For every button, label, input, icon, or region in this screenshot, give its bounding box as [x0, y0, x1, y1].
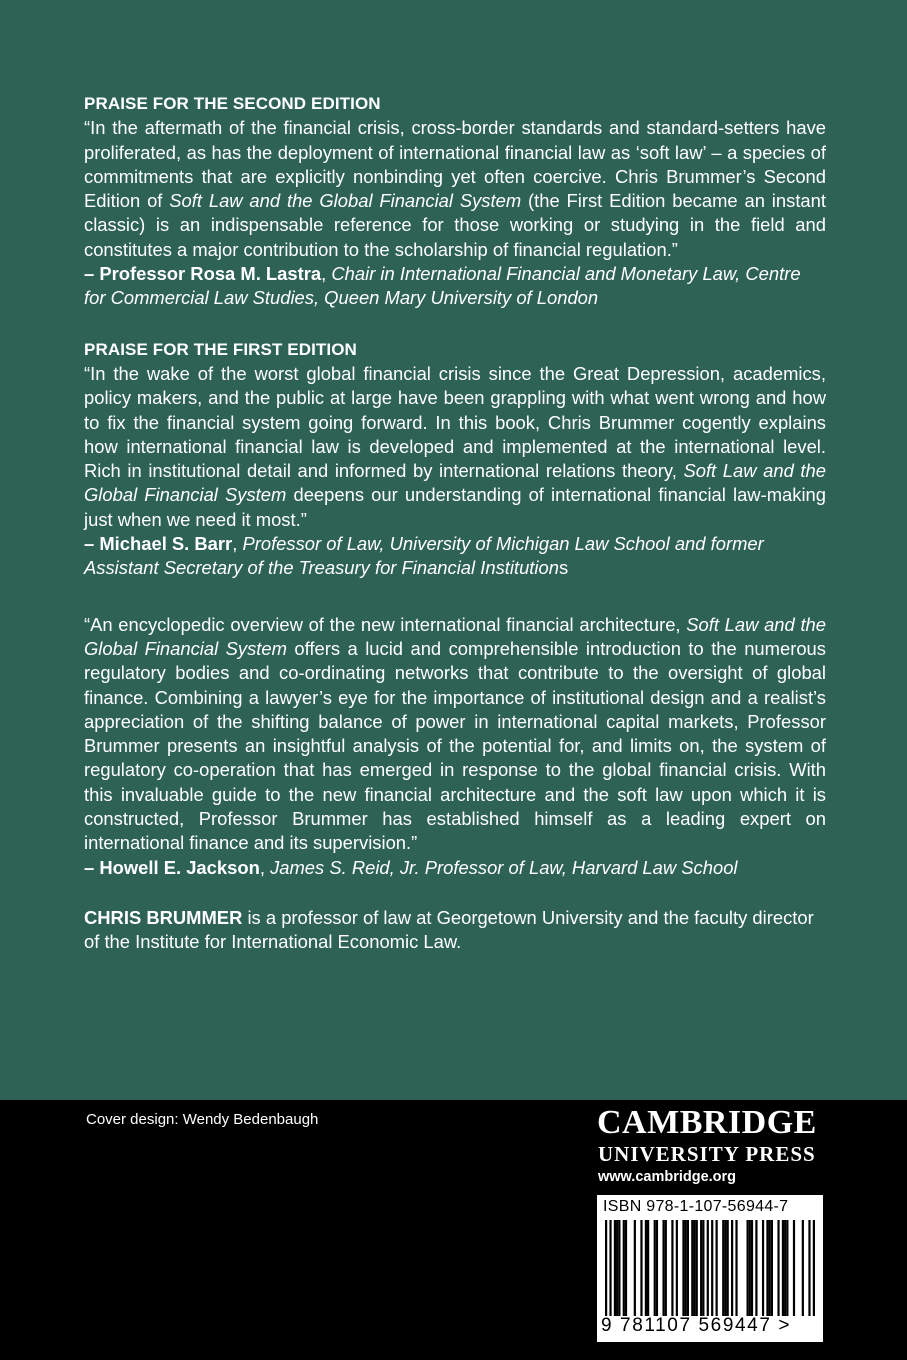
barcode-bar — [618, 1220, 620, 1316]
barcode-bar — [755, 1220, 757, 1316]
barcode-bar — [786, 1220, 788, 1316]
barcode-bar — [696, 1220, 698, 1316]
barcode-bar — [685, 1220, 687, 1316]
heading-first-edition: PRAISE FOR THE FIRST EDITION — [84, 339, 357, 359]
barcode-bar — [634, 1220, 636, 1316]
author-bio: CHRIS BRUMMER is a professor of law at Georgetown University and the faculty director of the Institute for International Economic Law. — [84, 906, 814, 953]
barcode-bar — [623, 1220, 625, 1316]
author-name: Michael S. Barr — [99, 533, 233, 555]
barcode-bar — [665, 1220, 667, 1316]
isbn-label: ISBN 978-1-107-56944-7 — [603, 1198, 789, 1215]
barcode-bar — [722, 1220, 724, 1316]
barcode-bar — [645, 1220, 647, 1316]
barcode-bar — [802, 1220, 804, 1316]
barcode-bar — [727, 1220, 729, 1316]
barcode-bar — [656, 1220, 658, 1316]
barcode-bar — [640, 1220, 642, 1316]
quote-barr: “In the wake of the worst global financial crisis since the Great Depression, academics, policy makers, and the public at large have been grappling with what went wrong and how to fix the financial system going forward. In this book, Chris Brummer cogently explains how international financial law is developed and implemented at the international level. Rich in institutional detail and informed by international relations theory, Soft Law and the Global Financial System deepens our understanding of international financial law-making just when we need it most.” — [84, 362, 826, 530]
author-affiliation: Professor of Law, University of Michigan Law School and former Assistant Secretary of the Treasury for Financial Institution — [84, 533, 764, 579]
book-title: Soft Law and the Global Financial System — [169, 190, 522, 212]
barcode-bar — [647, 1220, 649, 1316]
barcode-bar — [746, 1220, 748, 1316]
barcode-bar — [808, 1220, 810, 1316]
barcode-bar — [614, 1220, 616, 1316]
barcode-bar — [625, 1220, 627, 1316]
barcode-bar — [702, 1220, 704, 1316]
barcode-bar — [735, 1220, 737, 1316]
barcode-bar — [711, 1220, 713, 1316]
publisher-url: www.cambridge.org — [598, 1169, 737, 1185]
publisher-logo-line1: CAMBRIDGE — [597, 1104, 817, 1141]
author-name: Professor Rosa M. Lastra — [99, 263, 322, 285]
barcode-bar — [671, 1220, 673, 1316]
barcode-bar — [749, 1220, 751, 1316]
quote-jackson: “An encyclopedic overview of the new international financial architecture, Soft Law and the Global Financial System offers a lucid and comprehensible introduction to the numerous regulatory bodies and co-ordinating networks that contribute to the oversight of global finance. Combining a lawyer’s eye for the importance of institutional design and a realist’s appreciation of the shifting balance of power in international capital markets, Professor Brummer presents an insightful analysis of the potential for, and limits on, the system of regulatory co-operation that has emerged in response to the global financial crisis. With this invaluable guide to the new financial architecture and the soft law upon which it is constructed, Professor Brummer has established himself as a leading expert on international finance and its supervision.” — [84, 613, 827, 854]
attribution-lastra: – Professor Rosa M. Lastra, Chair in International Financial and Monetary Law, Centre for Commercial Law Studies, Queen Mary University of London — [84, 263, 801, 309]
author-affiliation: Chair in International Financial and Monetary Law, Centre for Commercial Law Studies, Queen Mary University of London — [84, 263, 801, 309]
author-affiliation: James S. Reid, Jr. Professor of Law, Harvard Law School — [270, 856, 738, 878]
barcode-bar — [676, 1220, 678, 1316]
barcode-bar — [782, 1220, 784, 1316]
barcode-bar — [616, 1220, 618, 1316]
heading-second-edition: PRAISE FOR THE SECOND EDITION — [84, 94, 381, 113]
barcode-bar — [682, 1220, 684, 1316]
barcode-bar — [609, 1220, 611, 1316]
cover-design-credit: Cover design: Wendy Bedenbaugh — [86, 1111, 319, 1128]
barcode-bar — [813, 1220, 815, 1316]
barcode-bars — [605, 1220, 815, 1316]
ean-digits: 9 781107 569447 > — [601, 1315, 792, 1336]
isbn-barcode — [597, 1195, 823, 1342]
publisher-logo-line2: UNIVERSITY PRESS — [598, 1142, 816, 1166]
barcode-bar — [693, 1220, 695, 1316]
barcode-bar — [777, 1220, 779, 1316]
book-title: Soft Law and the Global Financial System — [84, 613, 827, 659]
barcode-bar — [707, 1220, 709, 1316]
barcode-bar — [724, 1220, 726, 1316]
barcode-bar — [691, 1220, 693, 1316]
barcode-bar — [605, 1220, 607, 1316]
barcode-bar — [769, 1220, 771, 1316]
barcode-bar — [687, 1220, 689, 1316]
barcode-bar — [700, 1220, 702, 1316]
barcode-bar — [716, 1220, 718, 1316]
barcode-bar — [766, 1220, 768, 1316]
barcode-bar — [793, 1220, 795, 1316]
cover-text — [84, 92, 826, 955]
attribution-barr: – Michael S. Barr, Professor of Law, University of Michigan Law School and former Assistant Secretary of the Treasury for Financial Institutions — [84, 533, 764, 579]
barcode-bar — [751, 1220, 753, 1316]
barcode-bar — [662, 1220, 664, 1316]
book-title: Soft Law and the Global Financial System — [84, 460, 826, 506]
attribution-jackson: – Howell E. Jackson, James S. Reid, Jr. Professor of Law, Harvard Law School — [84, 856, 738, 878]
barcode-bar — [654, 1220, 656, 1316]
author-name: Howell E. Jackson — [99, 856, 260, 878]
bio-name: CHRIS BRUMMER — [84, 906, 243, 928]
barcode-bar — [784, 1220, 786, 1316]
barcode-bar — [731, 1220, 733, 1316]
quote-lastra: “In the aftermath of the financial crisis, cross-border standards and standard-setters have proliferated, as has the deployment of international financial law as ‘soft law’ – a species of commitments that are explicitly nonbinding yet often coercive. Chris Brummer’s Second Edition of Soft Law and the Global Financial System (the First Edition became an instant classic) is an indispensable reference for those working or studying in the field and constitutes a major contribution to the scholarship of financial regulation.” — [84, 117, 826, 260]
barcode-bar — [771, 1220, 773, 1316]
barcode-bar — [762, 1220, 764, 1316]
